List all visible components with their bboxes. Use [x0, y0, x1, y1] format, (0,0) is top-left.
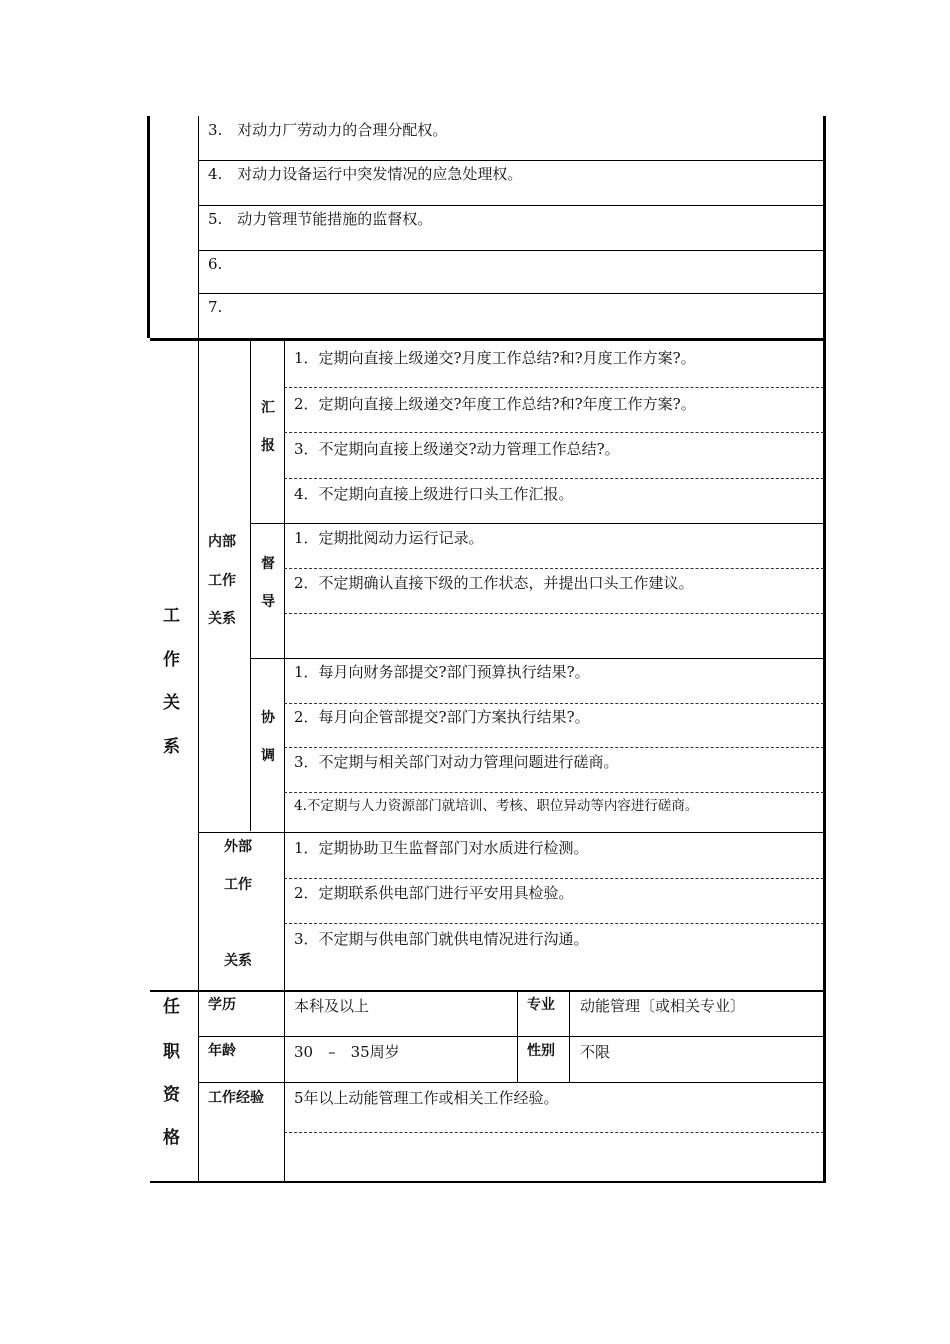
experience-value: 5年以上动能管理工作或相关工作经验。 — [294, 1089, 559, 1107]
report-item-2: 2．定期向直接上级递交?年度工作总结?和?年度工作方案?。 — [294, 395, 696, 413]
report-item-3: 3．不定期向直接上级递交?动力管理工作总结?。 — [294, 440, 620, 458]
qual-title-2: 职 — [163, 1042, 180, 1062]
rights-item-6: 6. — [208, 255, 223, 273]
coordinate-item-4: 4.不定期与人力资源部门就培训、考核、职位异动等内容进行磋商。 — [294, 798, 699, 814]
coordinate-item-2: 2．每月向企管部提交?部门方案执行结果?。 — [294, 708, 590, 726]
age-value: 30 – 35周岁 — [294, 1043, 400, 1061]
qual-title-4: 格 — [163, 1128, 180, 1148]
external-label-2: 工作 — [224, 877, 252, 893]
supervise-label-2: 导 — [261, 594, 275, 610]
gender-label: 性别 — [527, 1043, 555, 1059]
internal-label-2: 工作 — [208, 573, 236, 589]
supervise-item-1: 1．定期批阅动力运行记录。 — [294, 529, 484, 547]
age-label: 年龄 — [208, 1043, 236, 1059]
report-item-1: 1．定期向直接上级递交?月度工作总结?和?月度工作方案?。 — [294, 349, 696, 367]
report-label-2: 报 — [261, 438, 275, 454]
internal-label-3: 关系 — [208, 611, 236, 627]
relations-title-2: 作 — [163, 650, 180, 670]
external-label-3: 关系 — [224, 953, 252, 969]
external-item-2: 2．定期联系供电部门进行平安用具检验。 — [294, 884, 574, 902]
coordinate-label-2: 调 — [261, 748, 275, 764]
external-item-3: 3．不定期与供电部门就供电情况进行沟通。 — [294, 930, 589, 948]
education-label: 学历 — [208, 997, 236, 1013]
external-item-1: 1．定期协助卫生监督部门对水质进行检测。 — [294, 839, 589, 857]
rights-item-5: 5. 动力管理节能措施的监督权。 — [208, 210, 433, 228]
qual-title-1: 任 — [163, 997, 180, 1017]
external-label-1: 外部 — [224, 839, 252, 855]
major-label: 专业 — [527, 997, 555, 1013]
coordinate-label-1: 协 — [261, 710, 275, 726]
rights-item-4: 4. 对动力设备运行中突发情况的应急处理权。 — [208, 165, 523, 183]
internal-label-1: 内部 — [208, 534, 236, 550]
rights-item-3: 3. 对动力厂劳动力的合理分配权。 — [208, 121, 448, 139]
coordinate-item-1: 1．每月向财务部提交?部门预算执行结果?。 — [294, 663, 590, 681]
relations-title-4: 系 — [163, 737, 180, 757]
qual-title-3: 资 — [163, 1085, 180, 1105]
coordinate-item-3: 3．不定期与相关部门对动力管理问题进行磋商。 — [294, 753, 619, 771]
education-value: 本科及以上 — [294, 997, 370, 1015]
experience-label: 工作经验 — [208, 1090, 264, 1106]
report-item-4: 4．不定期向直接上级进行口头工作汇报。 — [294, 485, 574, 503]
relations-title-1: 工 — [163, 606, 180, 626]
supervise-label-1: 督 — [261, 556, 275, 572]
major-value: 动能管理〔或相关专业〕 — [580, 997, 746, 1015]
gender-value: 不限 — [580, 1043, 611, 1061]
report-label-1: 汇 — [261, 400, 275, 416]
supervise-item-2: 2．不定期确认直接下级的工作状态，并提出口头工作建议。 — [294, 574, 694, 592]
rights-item-7: 7. — [208, 298, 223, 316]
relations-title-3: 关 — [163, 693, 180, 713]
